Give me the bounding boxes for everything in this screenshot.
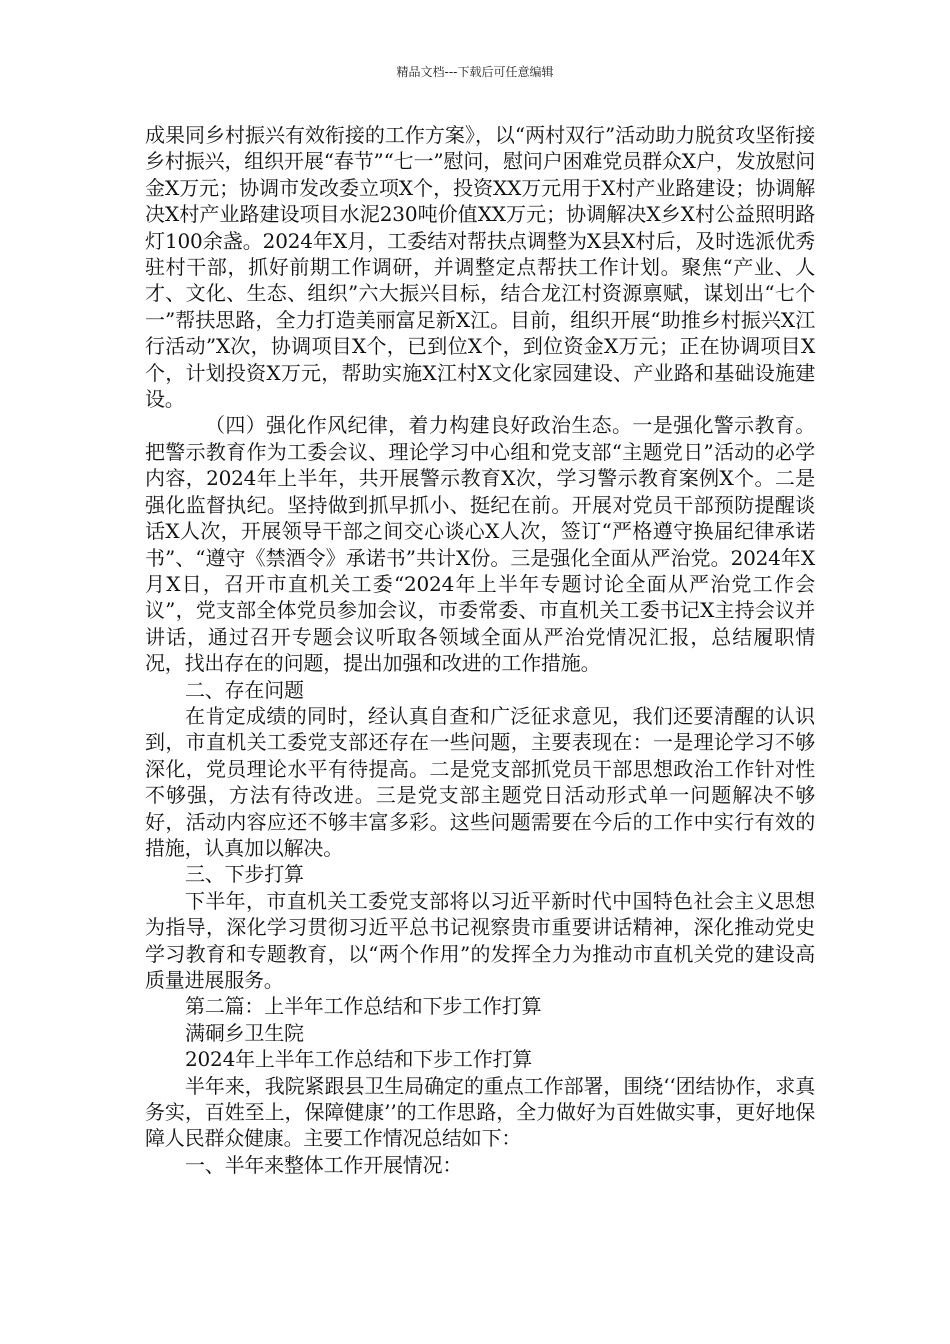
paragraph-discipline: （四）强化作风纪律，着力构建良好政治生态。一是强化警示教育。把警示教育作为工委会议、理论学习中心组和党支部“主题党日”活动的必学内容，2024年上半年，共开展警示教育X次，学习警示教育案例X个。二是强化监督执纪。坚持做到抓早抓小、挺纪在前。开展对党员干部预防提醒谈话X人次，开展领导干部之间交心谈心X人次，签订“严格遵守换届纪律承诺书”、“遵守《禁酒令》承诺书”共计X份。三是强化全面从严治党。2024年X月X日，召开市直机关工委“2024年上半年专题讨论全面从严治党工作会议”，党支部全体党员参加会议，市委常委、市直机关工委书记X主持会议并讲话，通过召开专题会议听取各领域全面从严治党情况汇报，总结履职情况，找出存在的问题，提出加强和改进的工作措施。	[145, 413, 815, 676]
organization-name: 满硐乡卫生院	[185, 1020, 304, 1045]
paragraph-next-steps: 下半年，市直机关工委党支部将以习近平新时代中国特色社会主义思想为指导，深化学习贯彻习近平总书记视察贵市重要讲话精神，深化推动党史学习教育和专题教育，以“两个作用”的发挥全力为推动市直机关党的建设高质量进展服务。	[145, 888, 815, 992]
report-title: 2024年上半年工作总结和下步工作打算	[185, 1047, 533, 1072]
paragraph-rural-revitalization: 成果同乡村振兴有效衔接的工作方案》，以“两村双行”活动助力脱贫攻坚衔接乡村振兴，组织开展“春节”“七一”慰问，慰问户困难党员群众X户，发放慰问金X万元；协调市发改委立项X个，投资XX万元用于X村产业路建设；协调解决X村产业路建设项目水泥230吨价值XX万元；协调解决X乡X村公益照明路灯100余盏。2024年X月，工委结对帮扶点调整为X县X村后，及时选派优秀驻村干部，抓好前期工作调研，并调整定点帮扶工作计划。聚焦“产业、人才、文化、生态、组织”六大振兴目标，结合龙江村资源禀赋，谋划出“七个一”帮扶思路，全力打造美丽富足新X江。目前，组织开展“助推乡村振兴X江行活动”X次，协调项目X个，已到位X个，到位资金X万元；正在协调项目X个，计划投资X万元，帮助实施X江村X文化家园建设、产业路和基础设施建设。	[145, 123, 815, 412]
section-heading-overview: 一、半年来整体工作开展情况：	[185, 1152, 463, 1177]
page-header: 精品文档---下载后可任意编辑	[396, 65, 554, 79]
document-body	[145, 122, 815, 1178]
paragraph-problems: 在肯定成绩的同时，经认真自查和广泛征求意见，我们还要清醒的认识到，市直机关工委党支部还存在一些问题，主要表现在：一是理论学习不够深化，党员理论水平有待提高。二是党支部抓党员干部思想政治工作针对性不够强，方法有待改进。三是党支部主题党日活动形式单一问题解决不够好，活动内容应还不够丰富多彩。这些问题需要在今后的工作中实行有效的措施，认真加以解决。	[145, 703, 815, 860]
section-heading-problems: 二、存在问题	[185, 677, 304, 702]
paragraph-intro: 半年来，我院紧跟县卫生局确定的重点工作部署，围绕‘‘团结协作，求真务实，百姓至上，保障健康’’的工作思路，全力做好为百姓做实事，更好地保障人民群众健康。主要工作情况总结如下：	[145, 1073, 815, 1151]
section-heading-next-steps: 三、下步打算	[185, 862, 304, 887]
second-article-title: 第二篇：上半年工作总结和下步工作打算	[185, 994, 542, 1019]
